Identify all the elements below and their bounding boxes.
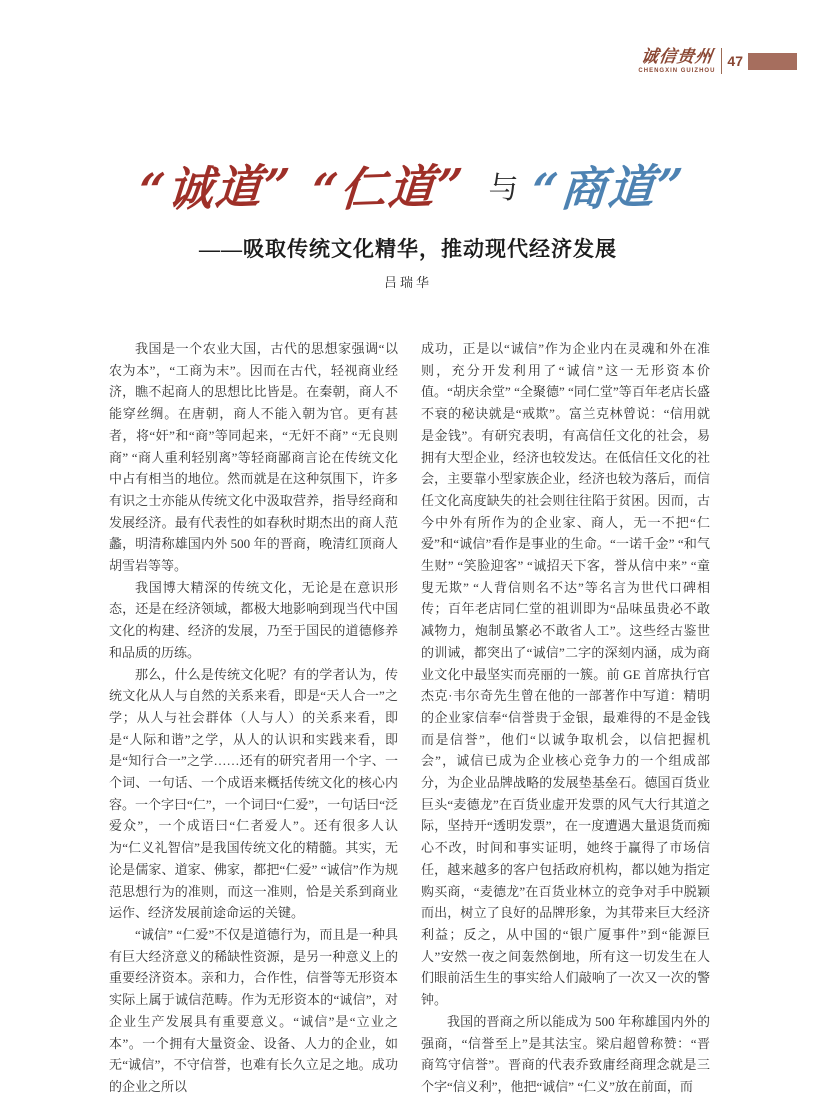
paragraph: 我国是一个农业大国，古代的思想家强调“以农为本”，“工商为末”。因而在古代，轻视商业经济，瞧不起商人的思想比比皆是。在秦朝，商人不能穿丝绸。在唐朝，商人不能入朝为官。更有甚者，将“奸”和“商”等同起来，“无奸不商” “无良则商” “商人重利轻别离”等轻商鄙商言论在传统文化中占有相当的地位。然而就是在这种氛围下，许多有识之士亦能从传统文化中汲取营养，指导经商和发展经济。最有代表性的如春秋时期杰出的商人范蠡，明清称雄国内外 500 年的晋商，晚清红顶商人胡雪岩等等。 [109,341,398,574]
paragraph: “诚信” “仁爱”不仅是道德行为，而且是一种具有巨大经济意义的稀缺性资源，是另一种意义上的重要经济资本。亲和力，合作性，信誉等无形资本实际上属于诚信范畴。作为无形资本的“诚信”，对企业生产发展具有重要意义。“诚信”是“立业之本”。一个拥有大量资金、设备、人力的企业，如无“诚信”，不守信誉，也难有长久立足之地。成功的企业之所以 [109,926,398,1094]
article-title [0,152,816,218]
journal-logo [638,46,716,74]
journal-logo-latin: CHENGXIN GUIZHOU [638,67,716,74]
title-word-chengdao: “诚道” [136,158,294,218]
right-column [421,338,710,1098]
author-name: 吕瑞华 [383,275,432,290]
journal-logo-calligraphy: 诚信贵州 [639,46,715,67]
header-divider [721,48,722,74]
article-subtitle: ——吸取传统文化精华，推动现代经济发展 [199,237,617,261]
header-accent-bar [748,53,797,70]
paragraph: 那么，什么是传统文化呢？有的学者认为，传统文化从人与自然的关系来看，即是“天人合一”之学；从人与社会群体（人与人）的关系来看，即是“人际和谐”之学，从人的认识和实践来看，即是“知行合一”之学……还有的研究者用一个字、一个词、一句话、一个成语来概括传统文化的核心内容。一个字曰“仁”，一个词曰“仁爱”，一句话曰“泛爱众”，一个成语曰“仁者爱人”。还有很多人认为“仁义礼智信”是我国传统文化的精髓。其实，无论是儒家、道家、佛家，都把“仁爱” “诚信”作为规范思想行为的准则，而这一准则，恰是关系到商业运作、经济发展前途命运的关键。 [109,666,398,921]
title-word-shangdao: “商道” [530,158,688,218]
paragraph: 我国的晋商之所以能成为 500 年称雄国内外的强商，“信誉至上”是其法宝。梁启超曾称赞：“晋商笃守信誉”。晋商的代表乔致庸经商理念就是三个字“信义利”，他把“诚信” “仁义”放在前面，而 [421,1013,710,1094]
left-column [109,338,398,1098]
paragraph: 成功，正是以“诚信”作为企业内在灵魂和外在准则，充分开发利用了“诚信”这一无形资本价值。“胡庆余堂” “全聚德” “同仁堂”等百年老店长盛不衰的秘诀就是“戒欺”。富兰克林曾说：“信用就是金钱”。有研究表明，有高信任文化的社会，易拥有大型企业，经济也较发达。在低信任文化的社会，主要靠小型家族企业，经济也较为落后，而信任文化高度缺失的社会则往往陷于贫困。因而，古今中外有所作为的企业家、商人，无一不把“仁爱”和“诚信”看作是事业的生命。“一诺千金” “和气生财” “笑脸迎客” “诚招天下客，誉从信中来” “童叟无欺” “人背信则名不达”等名言为世代口碑相传；百年老店同仁堂的祖训即为“品味虽贵必不敢减物力，炮制虽繁必不敢省人工”。这些经古鉴世的训诫，都突出了“诚信”二字的深刻内涵，成为商业文化中最坚实而亮丽的一簇。前 GE 首席执行官杰克·韦尔奇先生曾在他的一部著作中写道：精明的企业家信奉“信誉贵于金银，最难得的不是金钱而是信誉”，他们“以诚争取机会，以信把握机会”，诚信已成为企业核心竞争力的一个组成部分，为企业品牌战略的发展垫基垒石。德国百货业巨头“麦德龙”在百货业虚开发票的风气大行其道之际，坚持开“透明发票”，在一度遭遇大量退货而痴心不改，时间和事实证明，她终于赢得了市场信任，越来越多的客户包括政府机构，都以她为指定购买商，“麦德龙”在百货业林立的竞争对手中脱颖而出，树立了良好的品牌形象，为其带来巨大经济利益；反之，从中国的“银广厦事件”到“能源巨人”安然一夜之间轰然倒地，所有这一切发生在人们眼前活生生的事实给人们敲响了一次又一次的警钟。 [421,341,710,1008]
article-body [109,338,710,1098]
page-number: 47 [727,53,743,69]
page-header [638,48,797,74]
title-word-rendao: “仁道” [309,158,467,218]
title-connector: 与 [488,172,519,205]
paragraph: 我国博大精深的传统文化，无论是在意识形态，还是在经济领域，都极大地影响到现当代中国文化的构建、经济的发展，乃至于国民的道德修养和品质的历练。 [109,579,398,660]
